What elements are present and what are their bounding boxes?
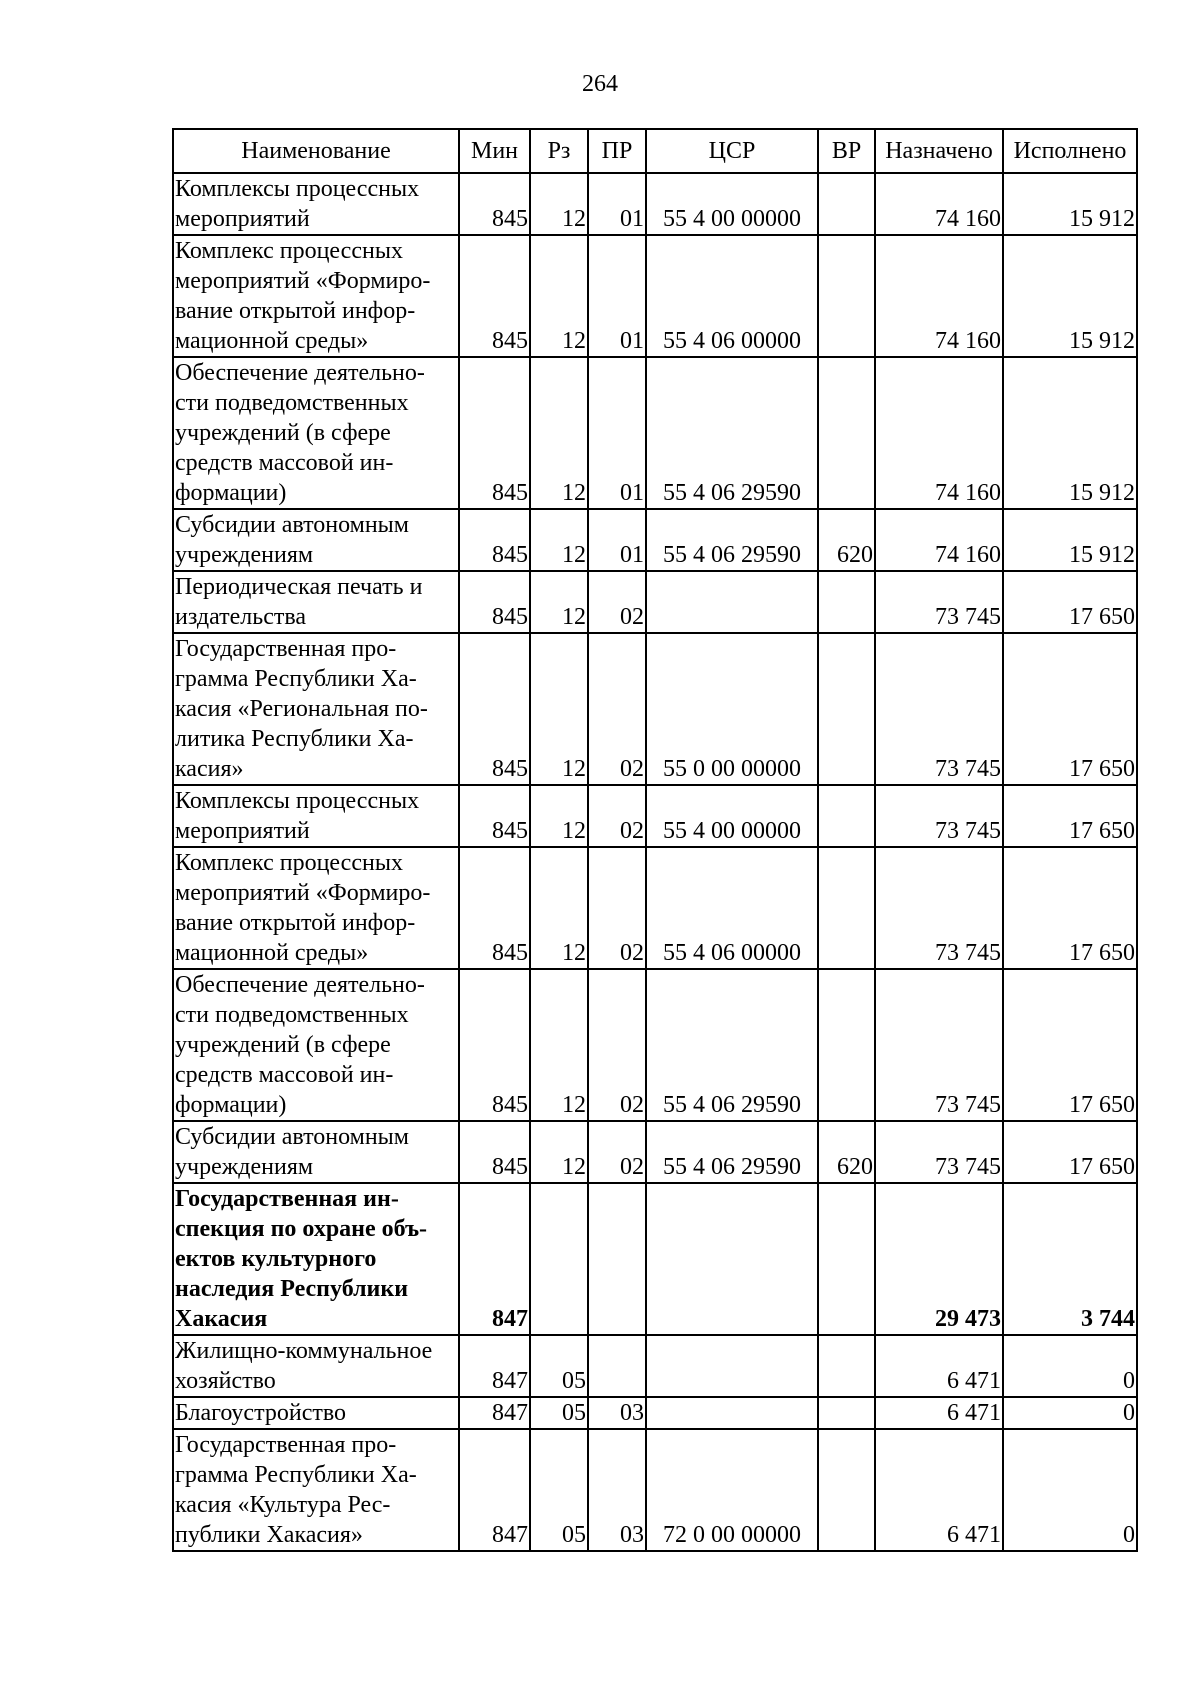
page-number: 264 (582, 71, 618, 97)
cell-name (173, 571, 459, 633)
cell-rz: 12 (530, 357, 588, 509)
cell-csr (646, 1397, 818, 1429)
table-row (173, 1183, 1137, 1335)
cell-pr: 01 (588, 173, 646, 235)
cell-executed: 15 912 (1003, 235, 1137, 357)
cell-name-line: Обеспечение деятельно- (175, 360, 425, 386)
cell-name-line: Комплексы процессных (175, 788, 420, 814)
cell-vr (818, 633, 875, 785)
cell-name-line: Обеспечение деятельно- (175, 972, 425, 998)
cell-vr (818, 1335, 875, 1397)
cell-assigned: 74 160 (875, 509, 1003, 571)
header-name: Наименование (173, 129, 459, 173)
cell-vr (818, 969, 875, 1121)
header-executed: Исполнено (1003, 129, 1137, 173)
cell-name-line: касия «Региональная по- (175, 696, 428, 722)
cell-executed: 17 650 (1003, 969, 1137, 1121)
cell-executed: 0 (1003, 1429, 1137, 1551)
cell-name (173, 509, 459, 571)
cell-vr (818, 571, 875, 633)
cell-name (173, 785, 459, 847)
cell-name (173, 1429, 459, 1551)
cell-name-line: учреждений (в сфере (175, 1032, 391, 1058)
cell-name (173, 1397, 459, 1429)
cell-min: 845 (459, 509, 530, 571)
header-rz: Рз (530, 129, 588, 173)
cell-name-line: учреждениям (175, 542, 314, 568)
cell-csr: 55 4 06 29590 (646, 969, 818, 1121)
cell-assigned: 29 473 (875, 1183, 1003, 1335)
cell-name-line: грамма Республики Ха- (175, 666, 417, 692)
table-row (173, 173, 1137, 235)
table-row (173, 1335, 1137, 1397)
cell-rz: 12 (530, 1121, 588, 1183)
cell-min: 845 (459, 969, 530, 1121)
cell-csr: 55 4 06 00000 (646, 847, 818, 969)
cell-csr (646, 1335, 818, 1397)
cell-vr (818, 173, 875, 235)
cell-name-line: формации) (175, 480, 287, 506)
cell-name-line: Хакасия (175, 1306, 268, 1332)
cell-rz (530, 1183, 588, 1335)
cell-min: 845 (459, 1121, 530, 1183)
cell-min: 845 (459, 571, 530, 633)
cell-name (173, 1183, 459, 1335)
cell-name (173, 969, 459, 1121)
cell-name-line: мационной среды» (175, 940, 369, 966)
cell-name (173, 633, 459, 785)
cell-name-line: Государственная про- (175, 636, 397, 662)
cell-name-line: наследия Республики (175, 1276, 409, 1302)
cell-name (173, 357, 459, 509)
table-row (173, 235, 1137, 357)
cell-name-line: публики Хакасия» (175, 1522, 363, 1548)
cell-min: 845 (459, 357, 530, 509)
cell-name-line: мероприятий (175, 206, 310, 232)
cell-rz: 05 (530, 1429, 588, 1551)
cell-name-line: издательства (175, 604, 307, 630)
cell-executed: 17 650 (1003, 1121, 1137, 1183)
header-csr: ЦСР (646, 129, 818, 173)
cell-assigned: 73 745 (875, 785, 1003, 847)
cell-pr: 03 (588, 1397, 646, 1429)
cell-min: 847 (459, 1397, 530, 1429)
cell-vr (818, 1429, 875, 1551)
table-header-row (173, 129, 1137, 173)
cell-csr: 55 4 00 00000 (646, 785, 818, 847)
cell-name (173, 1121, 459, 1183)
cell-csr: 55 4 06 29590 (646, 357, 818, 509)
cell-name-line: мероприятий «Формиро- (175, 880, 431, 906)
cell-vr: 620 (818, 509, 875, 571)
cell-name (173, 173, 459, 235)
cell-pr: 02 (588, 969, 646, 1121)
cell-assigned: 73 745 (875, 633, 1003, 785)
cell-rz: 12 (530, 571, 588, 633)
cell-name-line: средств массовой ин- (175, 450, 394, 476)
cell-name (173, 1335, 459, 1397)
table-row (173, 357, 1137, 509)
cell-name-line: хозяйство (175, 1368, 276, 1394)
cell-pr: 02 (588, 1121, 646, 1183)
cell-assigned: 73 745 (875, 969, 1003, 1121)
cell-name-line: Комплексы процессных (175, 176, 420, 202)
cell-rz: 12 (530, 633, 588, 785)
cell-min: 847 (459, 1429, 530, 1551)
cell-name-line: Субсидии автономным (175, 512, 409, 538)
cell-executed: 0 (1003, 1335, 1137, 1397)
cell-name-line: вание открытой инфор- (175, 298, 416, 324)
table-row (173, 1397, 1137, 1429)
cell-name-line: спекция по охране объ- (175, 1216, 428, 1242)
cell-executed: 17 650 (1003, 633, 1137, 785)
cell-rz: 12 (530, 785, 588, 847)
cell-vr (818, 785, 875, 847)
table-row (173, 969, 1137, 1121)
cell-pr: 01 (588, 357, 646, 509)
cell-name-line: мационной среды» (175, 328, 369, 354)
cell-assigned: 73 745 (875, 1121, 1003, 1183)
cell-executed: 3 744 (1003, 1183, 1137, 1335)
cell-rz: 12 (530, 509, 588, 571)
cell-rz: 12 (530, 235, 588, 357)
cell-rz: 05 (530, 1335, 588, 1397)
cell-name (173, 235, 459, 357)
cell-pr (588, 1183, 646, 1335)
cell-name-line: мероприятий (175, 818, 310, 844)
cell-name-line: ектов культурного (175, 1246, 377, 1272)
header-vr: ВР (818, 129, 875, 173)
cell-pr (588, 1335, 646, 1397)
cell-name-line: учреждениям (175, 1154, 314, 1180)
cell-executed: 17 650 (1003, 571, 1137, 633)
cell-vr: 620 (818, 1121, 875, 1183)
cell-vr (818, 1183, 875, 1335)
cell-name-line: Периодическая печать и (175, 574, 423, 600)
cell-vr (818, 1397, 875, 1429)
cell-name-line: формации) (175, 1092, 287, 1118)
cell-assigned: 74 160 (875, 235, 1003, 357)
table-body (173, 173, 1137, 1551)
budget-table (172, 128, 1138, 1552)
cell-name-line: учреждений (в сфере (175, 420, 391, 446)
cell-executed: 15 912 (1003, 509, 1137, 571)
cell-assigned: 73 745 (875, 847, 1003, 969)
cell-rz: 05 (530, 1397, 588, 1429)
cell-csr: 72 0 00 00000 (646, 1429, 818, 1551)
cell-csr (646, 571, 818, 633)
table-row (173, 785, 1137, 847)
table-row (173, 1121, 1137, 1183)
cell-name-line: Благоустройство (175, 1400, 347, 1426)
cell-executed: 15 912 (1003, 357, 1137, 509)
cell-name-line: касия» (175, 756, 244, 782)
cell-min: 847 (459, 1335, 530, 1397)
cell-name-line: Государственная про- (175, 1432, 397, 1458)
cell-pr: 03 (588, 1429, 646, 1551)
cell-name-line: Субсидии автономным (175, 1124, 409, 1150)
cell-name-line: вание открытой инфор- (175, 910, 416, 936)
cell-min: 847 (459, 1183, 530, 1335)
cell-name-line: сти подведомственных (175, 1002, 409, 1028)
cell-name-line: Государственная ин- (175, 1186, 399, 1212)
cell-pr: 02 (588, 847, 646, 969)
cell-assigned: 73 745 (875, 571, 1003, 633)
cell-name-line: касия «Культура Рес- (175, 1492, 391, 1518)
cell-min: 845 (459, 235, 530, 357)
cell-assigned: 6 471 (875, 1397, 1003, 1429)
cell-rz: 12 (530, 969, 588, 1121)
cell-executed: 15 912 (1003, 173, 1137, 235)
cell-min: 845 (459, 633, 530, 785)
header-assigned: Назначено (875, 129, 1003, 173)
cell-executed: 0 (1003, 1397, 1137, 1429)
cell-csr: 55 0 00 00000 (646, 633, 818, 785)
cell-pr: 02 (588, 633, 646, 785)
cell-name-line: грамма Республики Ха- (175, 1462, 417, 1488)
cell-assigned: 74 160 (875, 173, 1003, 235)
header-pr: ПР (588, 129, 646, 173)
cell-min: 845 (459, 785, 530, 847)
cell-rz: 12 (530, 847, 588, 969)
cell-assigned: 6 471 (875, 1335, 1003, 1397)
cell-name-line: средств массовой ин- (175, 1062, 394, 1088)
cell-csr: 55 4 06 29590 (646, 509, 818, 571)
cell-name-line: Комплекс процессных (175, 238, 403, 264)
cell-name (173, 847, 459, 969)
cell-pr: 02 (588, 571, 646, 633)
table-row (173, 633, 1137, 785)
cell-executed: 17 650 (1003, 847, 1137, 969)
cell-name-line: сти подведомственных (175, 390, 409, 416)
cell-name-line: литика Республики Ха- (175, 726, 414, 752)
cell-vr (818, 357, 875, 509)
cell-name-line: Комплекс процессных (175, 850, 403, 876)
table-row (173, 509, 1137, 571)
table-row (173, 1429, 1137, 1551)
table-row (173, 571, 1137, 633)
cell-csr: 55 4 00 00000 (646, 173, 818, 235)
header-min: Мин (459, 129, 530, 173)
table-row (173, 847, 1137, 969)
cell-name-line: Жилищно-коммунальное (175, 1338, 433, 1364)
cell-pr: 01 (588, 509, 646, 571)
cell-rz: 12 (530, 173, 588, 235)
cell-pr: 01 (588, 235, 646, 357)
cell-name-line: мероприятий «Формиро- (175, 268, 431, 294)
cell-csr: 55 4 06 29590 (646, 1121, 818, 1183)
cell-assigned: 6 471 (875, 1429, 1003, 1551)
cell-vr (818, 847, 875, 969)
cell-vr (818, 235, 875, 357)
cell-min: 845 (459, 173, 530, 235)
cell-executed: 17 650 (1003, 785, 1137, 847)
cell-min: 845 (459, 847, 530, 969)
cell-csr (646, 1183, 818, 1335)
cell-assigned: 74 160 (875, 357, 1003, 509)
cell-pr: 02 (588, 785, 646, 847)
cell-csr: 55 4 06 00000 (646, 235, 818, 357)
